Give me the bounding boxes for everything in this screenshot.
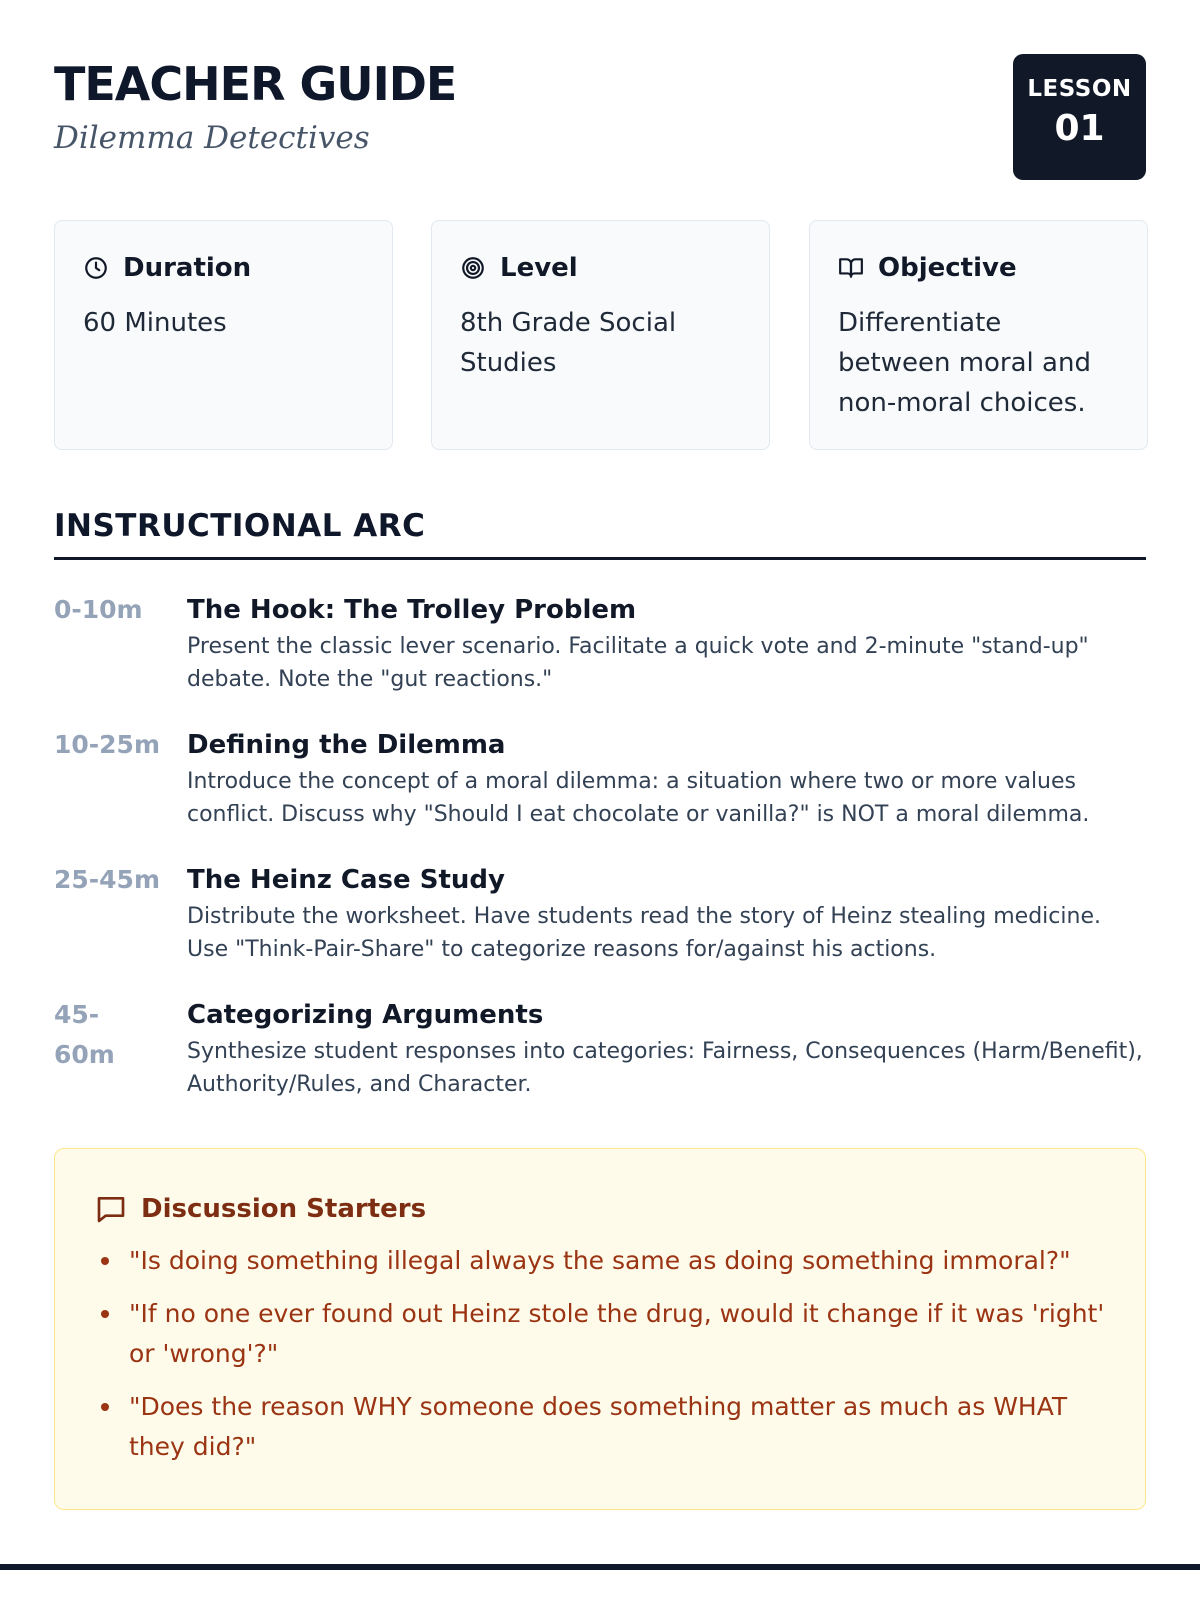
discussion-starters-box — [54, 1148, 1146, 1510]
arc-step-heading: The Hook: The Trolley Problem — [187, 595, 637, 625]
arc-step — [54, 995, 1146, 1101]
info-cards — [54, 220, 1146, 450]
arc-step — [54, 590, 1146, 696]
instructional-arc — [54, 590, 1146, 1130]
section-title: INSTRUCTIONAL ARC — [54, 508, 426, 544]
arc-step-heading: The Heinz Case Study — [187, 865, 505, 895]
bullet-icon — [101, 1257, 109, 1265]
arc-step-time: 45-60m — [54, 1000, 115, 1069]
discussion-item-text: "If no one ever found out Heinz stole the drug, would it change if it was 'right' or 'wrong'?" — [129, 1299, 1105, 1368]
lesson-label: LESSON — [1027, 76, 1132, 102]
arc-step — [54, 860, 1146, 966]
discussion-item — [95, 1294, 1105, 1374]
arc-step-time: 25-45m — [54, 865, 161, 894]
lesson-number: 01 — [1054, 108, 1105, 149]
level-value: 8th Grade Social Studies — [460, 308, 677, 378]
clock-icon — [83, 255, 109, 281]
arc-step-heading: Categorizing Arguments — [187, 1000, 544, 1030]
duration-title: Duration — [123, 253, 252, 283]
target-icon — [460, 255, 486, 281]
discussion-item — [95, 1241, 1105, 1281]
book-icon — [838, 255, 864, 281]
level-card — [431, 220, 770, 450]
discussion-item-text: "Does the reason WHY someone does something matter as much as WHAT they did?" — [129, 1392, 1068, 1461]
arc-step-time: 0-10m — [54, 595, 143, 624]
speech-bubble-icon — [95, 1193, 127, 1225]
lesson-badge — [1013, 54, 1146, 180]
section-divider — [54, 557, 1146, 560]
arc-step-description: Introduce the concept of a moral dilemma: a situation where two or more values conflict. Discuss why "Should I eat chocolate or vanilla?" is NOT a moral dilemma. — [187, 769, 1090, 827]
bullet-icon — [101, 1310, 109, 1318]
objective-card — [809, 220, 1148, 450]
discussion-list — [95, 1241, 1105, 1467]
arc-step-description: Present the classic lever scenario. Facilitate a quick vote and 2-minute "stand-up" debate. Note the "gut reactions." — [187, 634, 1089, 692]
level-title: Level — [500, 253, 578, 283]
arc-step-description: Distribute the worksheet. Have students read the story of Heinz stealing medicine. Use "Think-Pair-Share" to categorize reasons for/against his actions. — [187, 904, 1101, 962]
bullet-icon — [101, 1403, 109, 1411]
page-title: TEACHER GUIDE — [54, 57, 457, 111]
discussion-item-text: "Is doing something illegal always the same as doing something immoral?" — [129, 1246, 1071, 1275]
objective-title: Objective — [878, 253, 1017, 283]
arc-step-time: 10-25m — [54, 730, 161, 759]
page-subtitle: Dilemma Detectives — [54, 120, 370, 156]
header — [54, 54, 1146, 184]
arc-step-heading: Defining the Dilemma — [187, 730, 506, 760]
discussion-title: Discussion Starters — [141, 1194, 427, 1224]
arc-step — [54, 725, 1146, 831]
arc-step-description: Synthesize student responses into categories: Fairness, Consequences (Harm/Benefit), Authority/Rules, and Character. — [187, 1039, 1143, 1097]
duration-card — [54, 220, 393, 450]
footer-rule — [0, 1564, 1200, 1570]
discussion-item — [95, 1387, 1105, 1467]
duration-value: 60 Minutes — [83, 308, 227, 338]
objective-value: Differentiate between moral and non-moral choices. — [838, 308, 1091, 418]
